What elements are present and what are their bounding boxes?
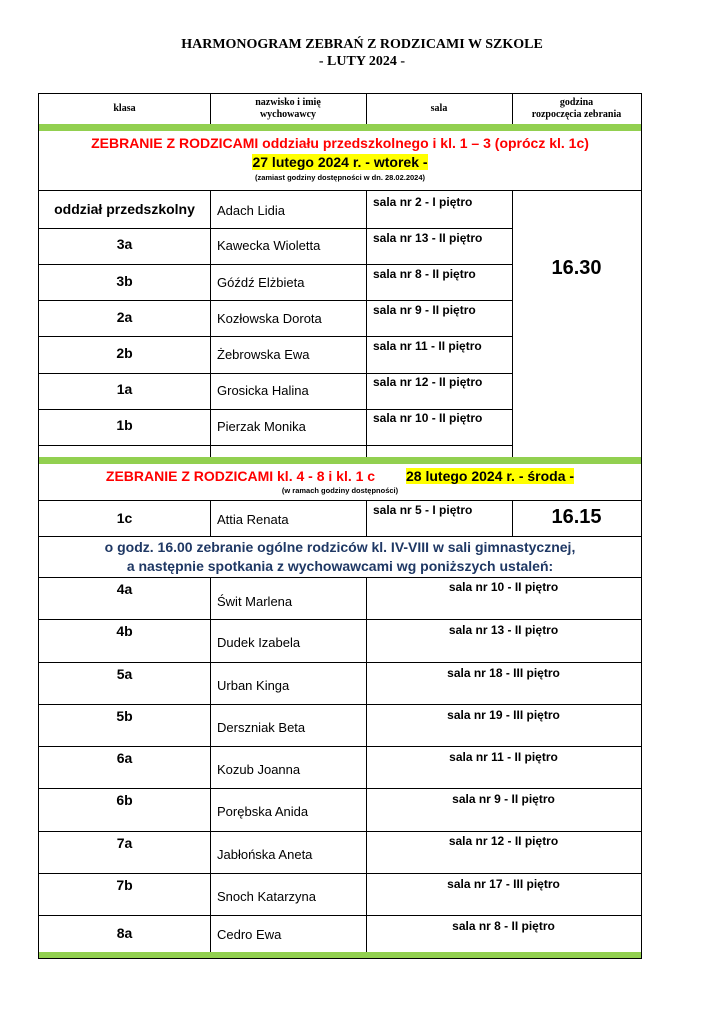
table-row-name: Żebrowska Ewa xyxy=(217,347,310,362)
document-subtitle: - LUTY 2024 - xyxy=(318,54,406,69)
table-row-klasa: 1b xyxy=(116,417,133,433)
section2-info-line2: a następnie spotkania z wychowawcami wg poniższych ustaleń: xyxy=(126,558,554,574)
header-nazwisko-line1: nazwisko i imię xyxy=(255,97,321,108)
header-godzina xyxy=(512,94,641,124)
table-row-sala: sala nr 9 - II piętro xyxy=(452,792,555,806)
table-row-klasa: 6a xyxy=(116,750,133,766)
table-row-sala: sala nr 18 - III piętro xyxy=(447,666,560,680)
col-divider xyxy=(366,577,367,952)
table-row-name: Jabłońska Aneta xyxy=(217,847,313,862)
table-row-klasa: 3b xyxy=(116,273,133,289)
header-divider-2 xyxy=(366,94,367,124)
row-divider xyxy=(39,373,512,374)
table-row-sala: sala nr 10 - II piętro xyxy=(373,411,483,425)
table-row-sala: sala nr 2 - I piętro xyxy=(373,195,473,209)
row-divider xyxy=(39,831,641,832)
row-divider xyxy=(39,577,641,578)
table-row-klasa: 8a xyxy=(116,925,133,941)
header-godzina-line2: rozpoczęcia zebrania xyxy=(531,109,622,120)
table-row-klasa: 4b xyxy=(116,623,133,639)
section1-title: ZEBRANIE Z RODZICAMI oddziału przedszkolnego i kl. 1 – 3 (oprócz kl. 1c) xyxy=(91,135,589,151)
table-row-sala: sala nr 5 - I piętro xyxy=(373,503,473,517)
row-divider xyxy=(39,409,512,410)
table-row-name: Kozłowska Dorota xyxy=(217,311,322,326)
green-bar-3 xyxy=(39,952,641,958)
table-row-name: Snoch Katarzyna xyxy=(217,889,317,904)
table-row-klasa: 2b xyxy=(116,345,133,361)
green-bar-1 xyxy=(39,124,641,131)
section2-time: 16.15 xyxy=(551,506,602,528)
table-row-klasa: 4a xyxy=(116,581,133,597)
table-row-sala: sala nr 8 - II piętro xyxy=(452,919,555,933)
col-divider xyxy=(512,190,513,457)
section2-date: 28 lutego 2024 r. - środa - xyxy=(406,468,575,484)
table-row-name: Adach Lidia xyxy=(217,203,285,218)
table-row-name: Góźdź Elżbieta xyxy=(217,275,305,290)
row-divider xyxy=(39,873,641,874)
section2-header xyxy=(39,464,641,500)
table-row-klasa: 1a xyxy=(116,381,133,397)
section1-note: (zamiast godziny dostępności w dn. 28.02.2024) xyxy=(254,173,426,182)
table-row-name: Pierzak Monika xyxy=(217,419,306,434)
table-row-name: Urban Kinga xyxy=(217,678,290,693)
section2-info-line1: o godz. 16.00 zebranie ogólne rodziców kl. IV-VIII w sali gimnastycznej, xyxy=(104,539,576,555)
col-divider xyxy=(366,500,367,536)
table-row-name: Dudek Izabela xyxy=(217,635,301,650)
header-nazwisko xyxy=(210,94,366,124)
row-divider xyxy=(39,619,641,620)
row-divider xyxy=(39,300,512,301)
col-divider xyxy=(366,190,367,457)
row-divider xyxy=(39,445,512,446)
table-row-sala: sala nr 11 - II piętro xyxy=(373,339,482,353)
row-divider xyxy=(39,704,641,705)
section2-title: ZEBRANIE Z RODZICAMI kl. 4 - 8 i kl. 1 c xyxy=(105,468,376,484)
row-divider xyxy=(39,746,641,747)
header-godzina-line1: godzina xyxy=(559,97,594,108)
table-row-sala: sala nr 12 - II piętro xyxy=(373,375,483,389)
green-bar-2 xyxy=(39,457,641,464)
document-title: HARMONOGRAM ZEBRAŃ Z RODZICAMI W SZKOLE xyxy=(181,37,543,52)
col-divider xyxy=(210,577,211,952)
table-row-name: Attia Renata xyxy=(217,512,289,527)
col-divider xyxy=(210,190,211,457)
table-row-klasa: 1c xyxy=(116,510,133,526)
row-divider xyxy=(39,336,512,337)
row-divider xyxy=(39,228,512,229)
table-row-name: Świt Marlena xyxy=(217,594,293,609)
section1-header xyxy=(39,131,641,190)
table-row-name: Kozub Joanna xyxy=(217,762,301,777)
row-divider xyxy=(39,264,512,265)
col-divider xyxy=(210,500,211,536)
table-row-name: Kawecka Wioletta xyxy=(217,238,321,253)
table-row-sala: sala nr 13 - II piętro xyxy=(373,231,483,245)
table-row-klasa: 6b xyxy=(116,792,133,808)
table-row-klasa: 2a xyxy=(116,309,133,325)
header-divider-1 xyxy=(210,94,211,124)
table-row-name: Cedro Ewa xyxy=(217,927,282,942)
section2-info xyxy=(39,538,641,576)
table-row-sala: sala nr 19 - III piętro xyxy=(447,708,560,722)
table-row-klasa: oddział przedszkolny xyxy=(54,201,195,217)
section1-time: 16.30 xyxy=(551,257,602,279)
table-row-sala: sala nr 17 - III piętro xyxy=(447,877,560,891)
table-row-sala: sala nr 13 - II piętro xyxy=(448,623,559,637)
table-row-sala: sala nr 11 - II piętro xyxy=(449,750,558,764)
table-row-sala: sala nr 9 - II piętro xyxy=(373,303,476,317)
header-sala: sala xyxy=(430,103,448,114)
header-divider-3 xyxy=(512,94,513,124)
table-row-sala: sala nr 12 - II piętro xyxy=(448,834,559,848)
table-row-klasa: 5a xyxy=(116,666,133,682)
row-divider xyxy=(39,915,641,916)
table-row-name: Porębska Anida xyxy=(217,804,309,819)
table-row-name: Grosicka Halina xyxy=(217,383,309,398)
row-divider xyxy=(39,788,641,789)
table-row-sala: sala nr 10 - II piętro xyxy=(448,580,559,594)
table-row-sala: sala nr 8 - II piętro xyxy=(373,267,476,281)
section1-rows xyxy=(39,191,512,457)
section2-divider xyxy=(39,500,641,501)
row-divider xyxy=(39,662,641,663)
section1-date: 27 lutego 2024 r. - wtorek - xyxy=(252,154,428,170)
section2-note: (w ramach godziny dostępności) xyxy=(281,486,399,495)
row-divider xyxy=(39,536,641,537)
table-row-name: Derszniak Beta xyxy=(217,720,306,735)
table-row-klasa: 3a xyxy=(116,236,133,252)
table-row-klasa: 7a xyxy=(116,835,133,851)
table-row-klasa: 7b xyxy=(116,877,133,893)
header-nazwisko-line2: wychowawcy xyxy=(259,109,317,120)
col-divider xyxy=(512,500,513,536)
header-klasa: klasa xyxy=(113,103,136,114)
schedule-table xyxy=(38,93,642,959)
table-row-klasa: 5b xyxy=(116,708,133,724)
